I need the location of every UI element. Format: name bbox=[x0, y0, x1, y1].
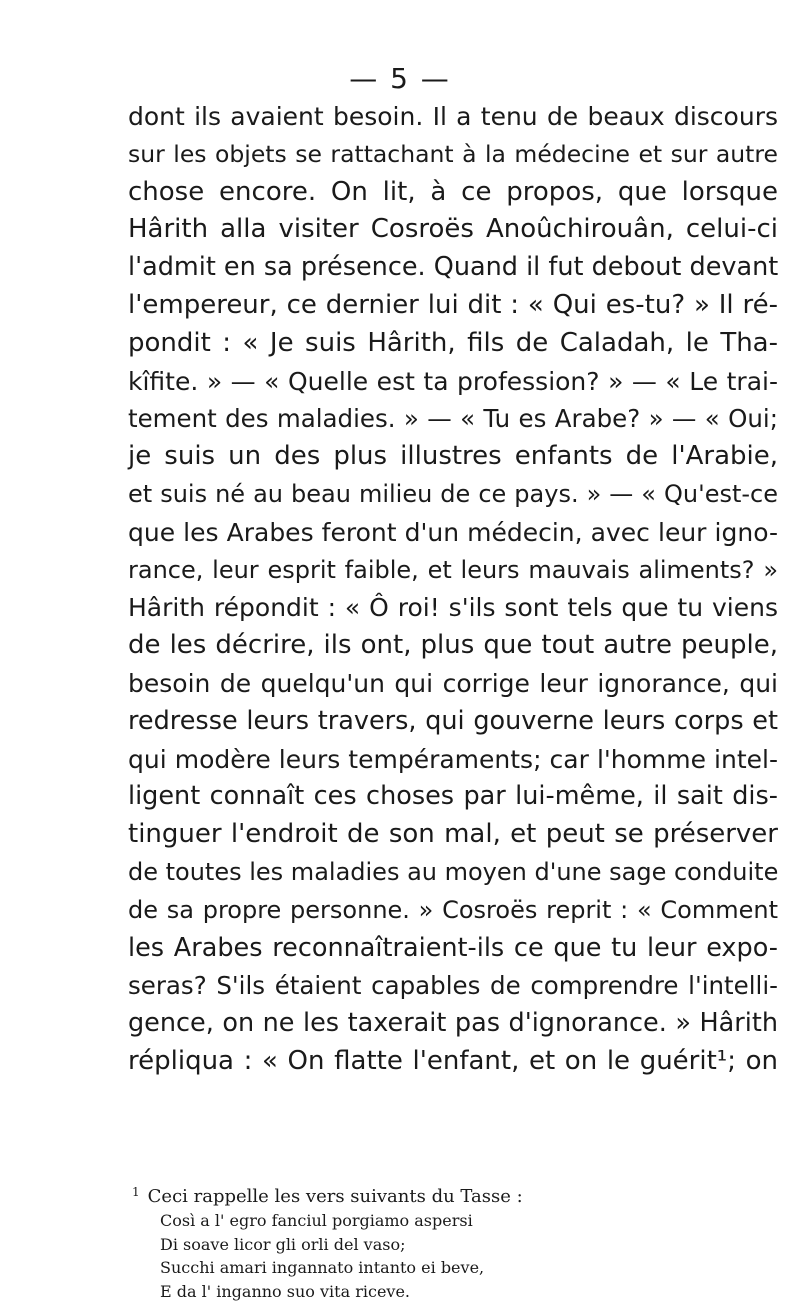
text-line: les Arabes reconnaîtraient-ils ce que tu leur expo- bbox=[128, 932, 778, 963]
text-line: ligent connaît ces choses par lui-même, il sait dis- bbox=[128, 781, 778, 812]
footnote-marker: 1 bbox=[132, 1185, 140, 1199]
text-line: seras? S'ils étaient capables de comprendre l'intelli- bbox=[128, 971, 778, 1001]
text-line: répliqua : « On flatte l'enfant, et on le guérit¹; on bbox=[128, 1045, 778, 1076]
text-line: redresse leurs travers, qui gouverne leurs corps et bbox=[128, 705, 778, 736]
page-number: — 5 — bbox=[349, 62, 451, 95]
text-line: je suis un des plus illustres enfants de l'Arabie, bbox=[128, 441, 778, 472]
footnote bbox=[132, 1180, 772, 1303]
text-line: l'empereur, ce dernier lui dit : « Qui es-tu? » Il ré- bbox=[128, 289, 778, 320]
text-line: et suis né au beau milieu de ce pays. » — « Qu'est-ce bbox=[128, 479, 778, 508]
text-line: de les décrire, ils ont, plus que tout autre peuple, bbox=[128, 630, 778, 661]
footnote-verse: Di soave licor gli orli del vaso; bbox=[160, 1234, 406, 1254]
text-line: l'admit en sa présence. Quand il fut debout devant bbox=[128, 252, 779, 283]
text-line: sur les objets se rattachant à la médecine et sur autre bbox=[128, 139, 778, 168]
text-line: Hârith répondit : « Ô roi! s'ils sont tels que tu viens bbox=[128, 593, 778, 623]
text-line: tinguer l'endroit de son mal, et peut se préserver bbox=[128, 819, 778, 850]
footnote-verse: Così a l' egro fanciul porgiamo aspersi bbox=[160, 1211, 473, 1230]
text-line: de toutes les maladies au moyen d'une sage conduite bbox=[128, 857, 779, 886]
text-line: de sa propre personne. » Cosroës reprit : « Comment bbox=[128, 895, 778, 924]
text-line: besoin de quelqu'un qui corrige leur ignorance, qui bbox=[128, 668, 778, 698]
text-line: gence, on ne les taxerait pas d'ignorance. » Hârith bbox=[128, 1008, 778, 1039]
text-line: qui modère leurs tempéraments; car l'homme intel- bbox=[128, 744, 778, 774]
text-line: tement des maladies. » — « Tu es Arabe? » — « Oui; bbox=[128, 404, 778, 434]
text-line: dont ils avaient besoin. Il a tenu de beaux discours bbox=[128, 102, 778, 131]
text-line: que les Arabes feront d'un médecin, avec leur igno- bbox=[128, 517, 778, 547]
body-text bbox=[128, 98, 778, 1081]
footnote-verse: E da l' inganno suo vita riceve. bbox=[160, 1281, 410, 1301]
text-line: chose encore. On lit, à ce propos, que lorsque bbox=[128, 176, 778, 207]
footnote-verse: Succhi amari ingannato intanto ei beve, bbox=[160, 1258, 485, 1277]
text-line: Hârith alla visiter Cosroës Anoûchirouân, celui-ci bbox=[128, 214, 778, 245]
footnote-intro bbox=[132, 1180, 772, 1209]
text-line: kîfite. » — « Quelle est ta profession? » — « Le trai- bbox=[128, 366, 778, 396]
text-line: rance, leur esprit faible, et leurs mauvais aliments? » bbox=[128, 555, 778, 584]
text-line: pondit : « Je suis Hârith, fils de Caladah, le Tha- bbox=[128, 327, 778, 358]
footnote-intro-text: Ceci rappelle les vers suivants du Tasse : bbox=[147, 1186, 523, 1207]
